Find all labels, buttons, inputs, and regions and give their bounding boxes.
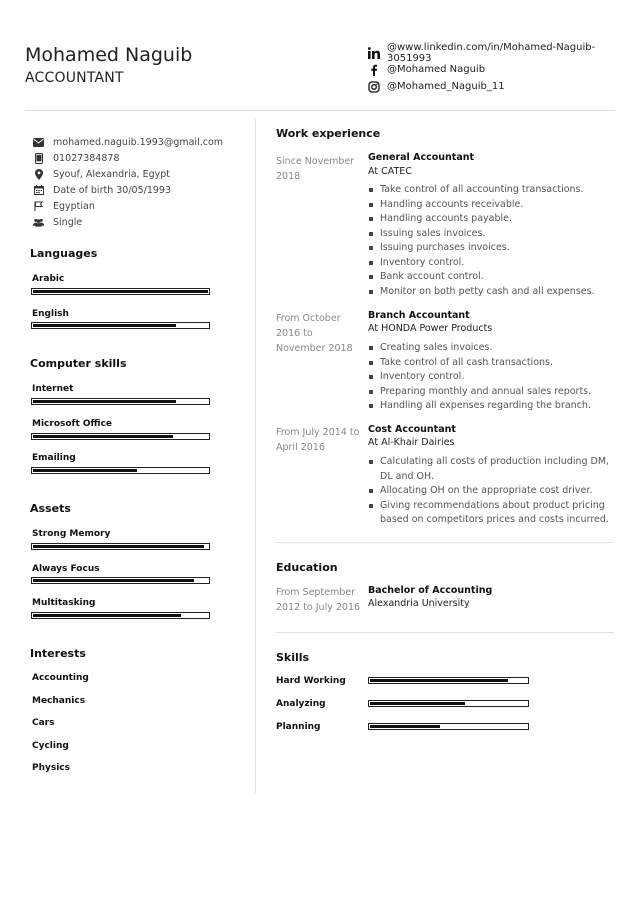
interest-item: Physics [32,763,71,773]
job-duties-list [368,183,618,299]
job-date: From October 2016 to November 2018 [276,313,353,354]
asset-label: Always Focus [32,564,100,574]
candidate-name: Mohamed Naguib [25,44,193,66]
job-title: General Accountant [368,152,475,163]
languages-title: Languages [30,247,98,260]
duty-item: Inventory control. [368,256,618,271]
job-company: At HONDA Power Products [368,323,493,334]
job-duties-list [368,455,618,528]
skill-bar [368,677,529,684]
phone-icon [33,153,44,164]
computer-skill-bar [31,467,210,474]
language-bar-fill [33,290,208,293]
job-duties-list [368,341,618,414]
duty-item: Inventory control. [368,370,618,385]
asset-label: Strong Memory [32,529,111,539]
contact-info [33,134,223,230]
duty-item: Handling accounts payable. [368,212,618,227]
job-title: Cost Accountant [368,424,456,435]
duty-item: Issuing purchases invoices. [368,241,618,256]
skill-label: Analyzing [276,699,326,709]
computer-skill-label: Internet [32,384,74,394]
facebook-icon [368,64,380,76]
social-row-facebook[interactable] [368,61,638,78]
duty-item: Take control of all cash transactions. [368,356,618,371]
duty-item: Handling accounts receivable. [368,198,618,213]
work-experience-title: Work experience [276,127,381,140]
duty-item: Preparing monthly and annual sales reports. [368,385,618,400]
interest-item: Cycling [32,741,69,751]
language-label-arabic: Arabic [32,274,65,284]
social-row-instagram[interactable] [368,78,638,95]
instagram-icon [368,81,380,93]
skill-label: Planning [276,722,321,732]
duty-item: Giving recommendations about product pricing based on competitors prices and costs incurred. [368,499,618,528]
language-bar-english [31,322,210,329]
asset-bar [31,577,210,584]
computer-skills-title: Computer skills [30,357,127,370]
skills-title: Skills [276,651,310,664]
education-degree: Bachelor of Accounting [368,585,493,596]
interest-item: Mechanics [32,696,86,706]
job-company: At Al-Khair Dairies [368,437,455,448]
location-pin-icon [33,169,44,180]
asset-label: Multitasking [32,598,96,608]
skill-label: Hard Working [276,676,346,686]
instagram-link[interactable]: @Mohamed_Naguib_11 [387,81,505,92]
education-date: From September 2012 to July 2016 [276,587,361,613]
duty-item: Monitor on both petty cash and all expenses. [368,285,618,300]
education-school: Alexandria University [368,598,470,609]
job-role: ACCOUNTANT [25,70,124,86]
skill-bar-fill [370,702,465,705]
skill-bar-fill [370,679,508,682]
section-divider [276,542,614,543]
asset-bar-fill [33,545,204,548]
contact-phone: 01027384878 [33,150,223,166]
asset-bar [31,612,210,619]
section-divider [276,632,614,633]
computer-skill-label: Microsoft Office [32,419,113,429]
calendar-icon [33,185,44,196]
flag-icon [33,201,44,212]
assets-title: Assets [30,502,71,515]
duty-item: Calculating all costs of production including DM, DL and OH. [368,455,618,484]
users-icon [33,217,44,228]
facebook-link[interactable]: @Mohamed Naguib [387,64,486,75]
job-date: Since November 2018 [276,156,355,182]
contact-nationality: Egyptian [33,198,223,214]
contact-address: Syouf, Alexandria, Egypt [33,166,223,182]
job-date: From July 2014 to April 2016 [276,427,360,453]
skill-bar [368,723,529,730]
skill-bar-fill [370,725,440,728]
asset-bar [31,543,210,550]
contact-email[interactable]: mohamed.naguib.1993@gmail.com [33,134,223,150]
asset-bar-fill [33,614,181,617]
column-divider [255,118,256,794]
computer-skill-bar [31,433,210,440]
interests-title: Interests [30,647,86,660]
envelope-icon [33,137,44,148]
duty-item: Creating sales invoices. [368,341,618,356]
computer-skill-bar-fill [33,435,173,438]
duty-item: Take control of all accounting transactions. [368,183,618,198]
duty-item: Bank account control. [368,270,618,285]
social-row-linkedin[interactable] [368,41,638,64]
job-title: Branch Accountant [368,310,470,321]
skill-bar [368,700,529,707]
header-divider [25,110,615,111]
duty-item: Allocating OH on the appropriate cost driver. [368,484,618,499]
duty-item: Issuing sales invoices. [368,227,618,242]
contact-marital-status: Single [33,214,223,230]
language-bar-fill [33,324,176,327]
social-links [368,41,638,95]
linkedin-link[interactable]: @www.linkedin.com/in/Mohamed-Naguib-3051993 [387,41,596,64]
language-label-english: English [32,309,69,319]
computer-skill-bar-fill [33,469,137,472]
computer-skill-label: Emailing [32,453,76,463]
education-title: Education [276,561,338,574]
linkedin-icon [368,47,380,59]
asset-bar-fill [33,579,194,582]
language-bar-arabic [31,288,210,295]
computer-skill-bar [31,398,210,405]
duty-item: Handling all expenses regarding the branch. [368,399,618,414]
job-company: At CATEC [368,166,412,177]
interest-item: Cars [32,718,55,728]
computer-skill-bar-fill [33,400,176,403]
interest-item: Accounting [32,673,89,683]
contact-birthdate: Date of birth 30/05/1993 [33,182,223,198]
